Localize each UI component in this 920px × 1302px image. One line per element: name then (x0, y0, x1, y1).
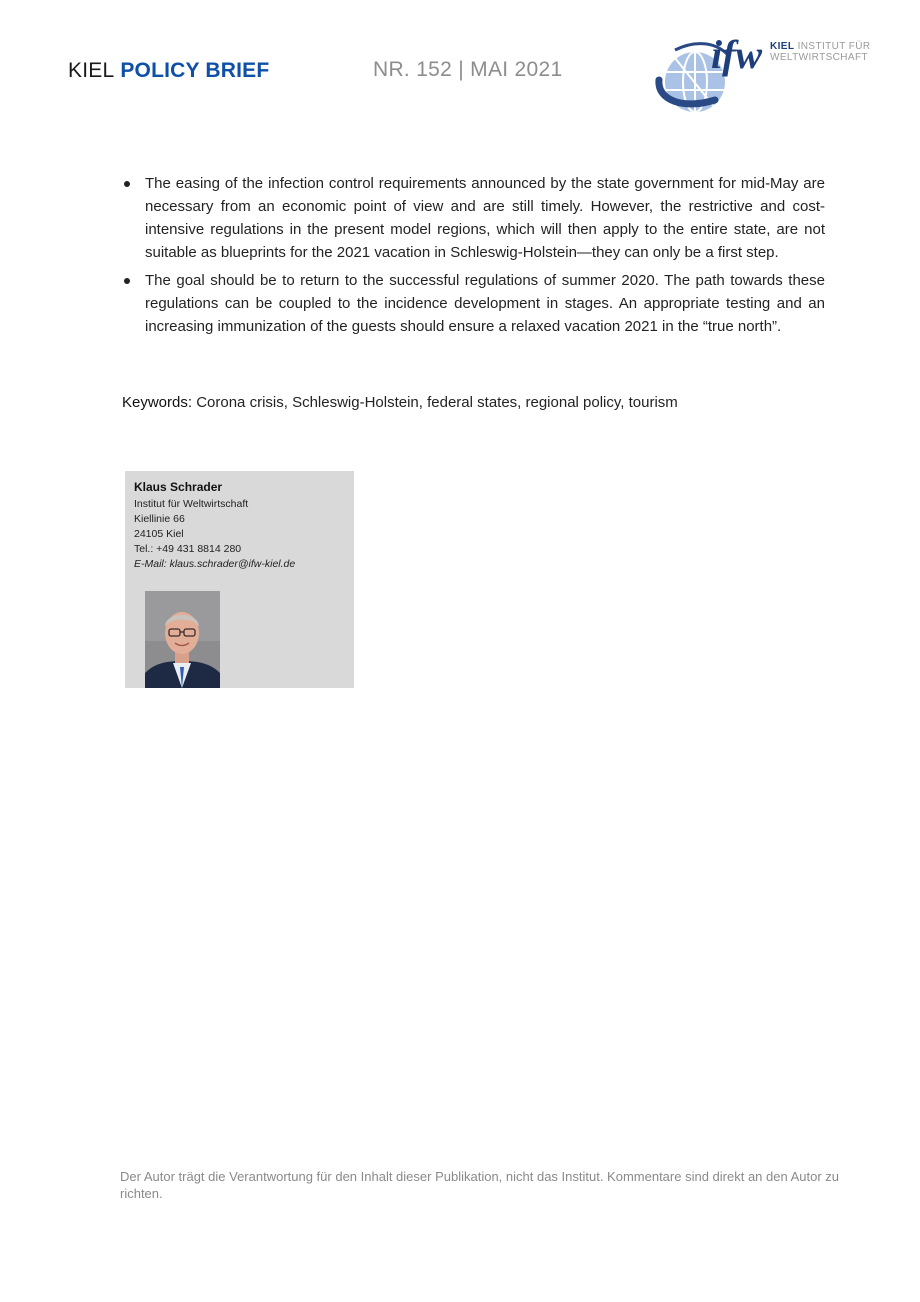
keywords (122, 392, 678, 414)
logo-weltwirtschaft: WELTWIRTSCHAFT (770, 52, 869, 63)
institute-name (770, 41, 871, 63)
logo-kiel: KIEL (770, 41, 795, 52)
author-info-box (125, 471, 354, 688)
author-city: 24105 Kiel (134, 528, 184, 540)
author-street: Kiellinie 66 (134, 513, 185, 525)
issue-number: NR. 152 | MAI 2021 (373, 58, 563, 81)
bullet-item (122, 172, 825, 264)
publication-brand (68, 59, 269, 83)
brand-kiel: KIEL (68, 59, 115, 82)
author-phone: Tel.: +49 431 8814 280 (134, 543, 242, 555)
keywords-label: Keywords: (122, 394, 193, 411)
brand-policy-brief: POLICY BRIEF (120, 59, 270, 82)
bullet-text: The easing of the infection control requirements announced by the state government for mid-May are necessary from an economic point of view and are still timely. However, the restrictive and cost-intensive regulations in the present model regions, which will then apply to the entire state, are not suitable as blueprints for the 2021 vacation in Schleswig-Holstein—they can only be a first step. (145, 175, 825, 261)
summary-bullets (122, 172, 825, 343)
author-portrait-icon (145, 591, 220, 688)
author-email[interactable]: E-Mail: klaus.schrader@ifw-kiel.de (134, 558, 296, 570)
bullet-dot-icon (124, 278, 130, 284)
bullet-item (122, 269, 825, 338)
keywords-text: Corona crisis, Schleswig-Holstein, federal states, regional policy, tourism (196, 394, 678, 411)
bullet-dot-icon (124, 181, 130, 187)
logo-institut-fuer: INSTITUT FÜR (797, 41, 871, 52)
ifw-wordmark: ifw (711, 32, 763, 77)
author-institute: Institut für Weltwirtschaft (134, 498, 249, 510)
footer-disclaimer: Der Autor trägt die Verantwortung für den Inhalt dieser Publikation, nicht das Institut. Kommentare sind direkt an den Autor zu richten. (120, 1169, 840, 1201)
bullet-text: The goal should be to return to the successful regulations of summer 2020. The path towards these regulations can be coupled to the incidence development in stages. An appropriate testing and an increasing immunization of the guests should ensure a relaxed vacation 2021 in the “true north”. (145, 272, 825, 335)
author-name: Klaus Schrader (134, 480, 223, 494)
